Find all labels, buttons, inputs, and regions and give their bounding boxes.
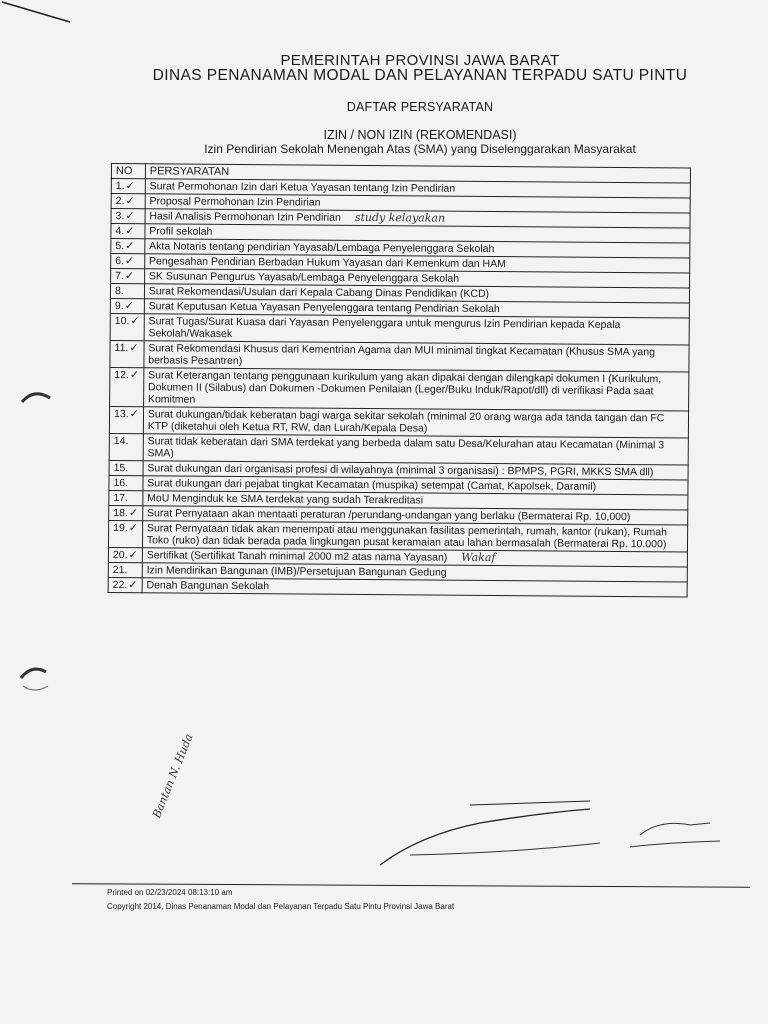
row-number: 3.	[115, 210, 125, 223]
scan-corner-mark	[0, 0, 80, 30]
requirement-text: Denah Bangunan Sekolah	[146, 579, 270, 593]
row-number: 5.	[115, 240, 125, 253]
table-row	[108, 577, 687, 597]
printed-timestamp: Printed on 02/23/2024 08:13:10 am	[107, 888, 233, 897]
list-title: DAFTAR PERSYARATAN	[346, 100, 494, 114]
row-number-cell	[109, 490, 143, 505]
row-number: 10.	[114, 315, 130, 328]
permit-type: IZIN / NON IZIN (REKOMENDASI)	[323, 128, 517, 142]
row-number-cell	[110, 284, 144, 299]
row-number-cell	[111, 224, 145, 239]
requirement-text: Profil sekolah	[149, 225, 213, 238]
checkmark-icon: ✓	[125, 194, 135, 208]
checkmark-icon: ✓	[129, 368, 140, 382]
row-number-cell	[109, 505, 143, 520]
table-row	[110, 367, 689, 411]
handwritten-margin-note: Bantan N. Huda	[150, 732, 196, 820]
checkmark-icon: ✓	[125, 209, 135, 223]
checkmark-icon: ✓	[124, 269, 135, 283]
row-number-cell	[109, 475, 143, 490]
requirement-text: MoU Menginduk ke SMA terdekat yang sudah Terakreditasi	[147, 492, 424, 507]
row-number-cell	[111, 269, 145, 284]
row-number-cell	[108, 562, 142, 577]
copyright-text: Copyright 2014, Dinas Penanaman Modal dan Pelayanan Terpadu Satu Pintu Provinsi Jawa Barat	[107, 902, 455, 911]
requirement-text: Izin Mendirikan Bangunan (IMB)/Persetujuan Bangunan Gedung	[146, 564, 447, 579]
checkmark-icon: ✓	[129, 341, 139, 355]
checkmark-icon: ✓	[129, 407, 139, 421]
row-number-cell	[110, 340, 144, 367]
row-number: 21.	[112, 564, 128, 577]
row-number: 16.	[113, 477, 129, 490]
checkmark-icon: ✓	[128, 506, 139, 520]
requirements-body	[108, 179, 690, 598]
requirements-table	[108, 163, 691, 598]
row-number: 17.	[113, 492, 129, 505]
requirement-text: Pengesahan Pendirian Berbadan Hukum Yayasan dari Kemenkum dan HAM	[149, 255, 506, 271]
requirement-text: Surat Keputusan Ketua Yayasan Penyelenggara tentang Pendirian Sekolah	[148, 300, 500, 316]
row-number-cell	[110, 313, 144, 340]
checkmark-icon: ✓	[128, 521, 139, 535]
row-number: 8.	[114, 285, 124, 298]
row-number: 6.	[115, 255, 125, 268]
requirement-text: Surat Pernyataan tidak akan menempati atau menggunakan fasilitas pemerintah, rumah, kantor (rukan), Rumah Toko (ruko) dan tidak berada pada lingkungan pusat keramaian atau lahan bermasalah (Bermaterai Rp. 10.000)	[146, 522, 668, 551]
row-number: 2.	[115, 195, 125, 208]
requirement-text: Surat tidak keberatan dari SMA terdekat yang berbeda dalam satu Desa/Kelurahan atau Kecamatan (Minimal 3 SMA)	[147, 435, 665, 460]
handwritten-note: Wakaf	[461, 550, 496, 565]
row-number: 7.	[115, 270, 124, 283]
row-number: 19.	[113, 522, 128, 535]
row-number-cell	[109, 460, 143, 475]
row-number: 14.	[113, 435, 129, 448]
punch-hole-top	[20, 388, 54, 406]
requirement-text: Surat dukungan dari organisasi profesi di wilayahnya (minimal 3 organisasi) : BPMPS, PGRI, MKKS SMA dll)	[147, 462, 654, 479]
row-number: 22.	[112, 579, 128, 592]
row-number: 15.	[113, 462, 129, 475]
row-number: 4.	[115, 225, 125, 238]
department-title: DINAS PENANAMAN MODAL DAN PELAYANAN TERPADU SATU PINTU	[152, 67, 688, 84]
checkmark-icon: ✓	[128, 578, 138, 592]
row-number-cell	[109, 433, 143, 460]
requirement-cell	[144, 341, 689, 372]
checkmark-icon: ✓	[124, 299, 134, 313]
checkmark-icon: ✓	[125, 239, 135, 253]
requirement-text: Surat dukungan dari pejabat tingkat Kecamatan (muspika) setempat (Camat, Kapolsek, Daramil)	[147, 477, 597, 493]
row-number-cell	[111, 239, 145, 254]
requirement-cell	[142, 578, 687, 597]
requirement-cell	[143, 368, 688, 411]
row-number: 12.	[114, 369, 129, 382]
col-requirement-header: PERSYARATAN	[145, 164, 690, 183]
requirement-text: Surat Pernyataan akan mentaati peraturan /perundang-undangan yang berlaku (Bermaterai Rp. 10,000)	[147, 507, 631, 524]
permit-description: Izin Pendirian Sekolah Menengah Atas (SMA) yang Diselenggarakan Masyarakat	[204, 142, 636, 156]
requirement-cell	[143, 407, 688, 438]
requirement-text: SK Susunan Pengurus Yayasab/Lembaga Penyelenggara Sekolah	[148, 270, 460, 285]
requirement-text: Surat Rekomendasi/Usulan dari Kepala Cabang Dinas Pendidikan (KCD)	[148, 285, 490, 300]
government-title: PEMERINTAH PROVINSI JAWA BARAT	[280, 52, 560, 69]
row-number-cell	[108, 577, 142, 592]
requirement-text: Surat dukungan/tidak keberatan bagi warga sekitar sekolah (minimal 20 orang warga ada tanda tangan dan FC KTP (diketahui oleh Ketua RT, RW, dan Lurah/Kepala Desa)	[147, 408, 665, 435]
row-number: 11.	[114, 342, 129, 355]
col-no-header: NO	[111, 164, 145, 179]
punch-hole-bottom	[18, 664, 52, 694]
row-number-cell	[109, 406, 143, 433]
requirement-text: Surat Rekomendasi Khusus dari Kementrian Agama dan MUI minimal tingkat Kecamatan (Khusus SMA yang berbasis Pesantren)	[148, 342, 655, 368]
requirement-text: Surat Permohonan Izin dari Ketua Yayasan tentang Izin Pendirian	[149, 180, 456, 195]
row-number: 1.	[115, 180, 125, 193]
row-number-cell	[111, 179, 145, 194]
requirement-cell	[144, 314, 689, 345]
checkmark-icon: ✓	[124, 254, 135, 268]
row-number: 18.	[113, 507, 128, 520]
checkmark-icon: ✓	[128, 548, 138, 562]
row-number: 9.	[114, 300, 124, 313]
requirement-cell	[142, 521, 687, 552]
requirement-text: Hasil Analisis Permohonan Izin Pendirian	[149, 210, 341, 224]
checkmark-icon: ✓	[125, 224, 135, 238]
row-number-cell	[110, 367, 144, 406]
row-number-cell	[111, 194, 145, 209]
row-number-cell	[111, 209, 145, 224]
requirement-text: Proposal Permohonan Izin Pendirian	[149, 195, 321, 209]
requirement-text: Surat Keterangan tentang penggunaan kurikulum yang akan dipakai dengan dilengkapi dokumen I (Kurikulum, Dokumen II (Silabus) dan Dokumen -Dokumen Penilaian (Leger/Buku Induk/Rapot/dll) di verifikasi Pada saat Komitmen	[147, 369, 662, 406]
checkmark-icon: ✓	[125, 179, 135, 193]
requirement-text: Sertifikat (Sertifikat Tanah minimal 2000 m2 atas nama Yayasan)	[146, 549, 448, 564]
row-number-cell	[110, 298, 144, 313]
requirement-text: Akta Notaris tentang pendirian Yayasab/Lembaga Penyelenggara Sekolah	[149, 240, 495, 256]
row-number: 20.	[112, 549, 128, 562]
row-number-cell	[108, 520, 142, 547]
checkmark-icon: ✓	[130, 314, 140, 328]
requirement-text: Surat Tugas/Surat Kuasa dari Yayasan Penyelenggara untuk mengurus Izin Pendirian kepada Kepala Sekolah/Wakasek	[148, 315, 621, 340]
row-number-cell	[111, 254, 145, 269]
requirement-cell	[143, 434, 688, 465]
row-number-cell	[108, 547, 142, 562]
row-number: 13.	[113, 408, 129, 421]
signature-icon	[360, 795, 740, 875]
handwritten-note: study kelayakan	[354, 210, 446, 225]
